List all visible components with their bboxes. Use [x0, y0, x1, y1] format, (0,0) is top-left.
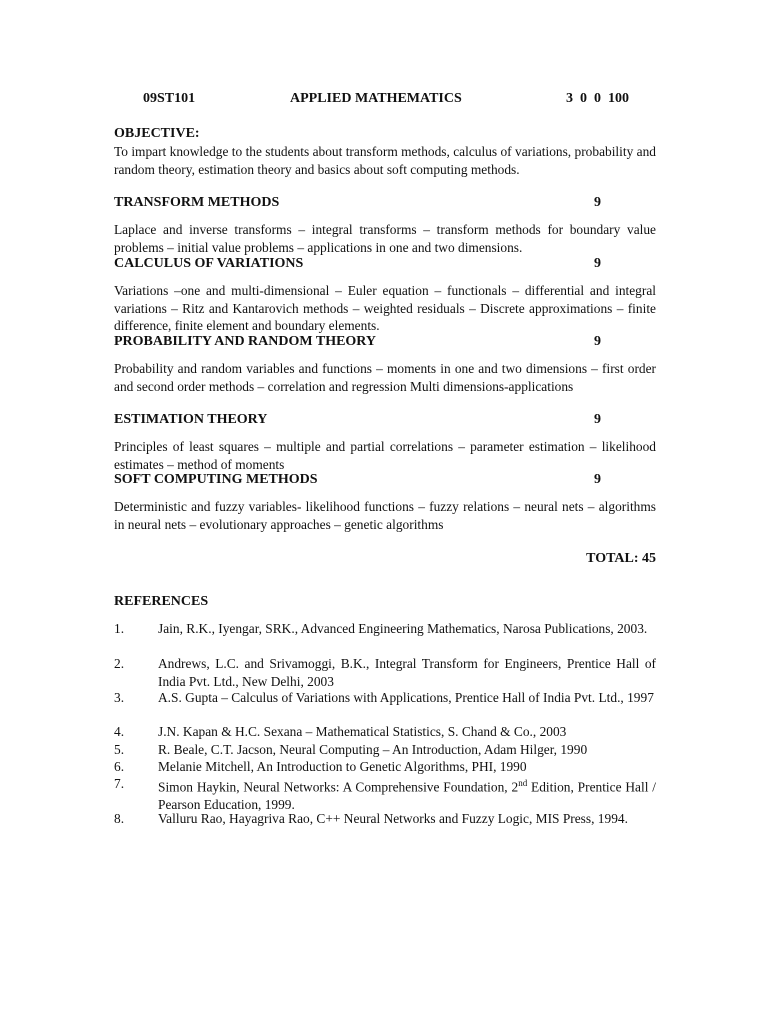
- section-title-transform-methods: TRANSFORM METHODS: [114, 195, 280, 210]
- section-hours: 9: [594, 412, 601, 427]
- reference-number: 8.: [114, 811, 125, 826]
- section-hours: 9: [594, 195, 601, 210]
- reference-number: 4.: [114, 724, 125, 739]
- course-credits: 3 0 0 100: [566, 91, 629, 106]
- section-hours: 9: [594, 334, 601, 349]
- section-hours: 9: [594, 256, 601, 271]
- reference-text: Simon Haykin, Neural Networks: A Comprehensive Foundation, 2nd Edition, Prentice Hall / Pearson Education, 1999.: [158, 778, 656, 812]
- reference-text: J.N. Kapan & H.C. Sexana – Mathematical Statistics, S. Chand & Co., 2003: [158, 724, 567, 739]
- section-text-probability: Probability and random variables and functions – moments in one and two dimensions – first order and second order methods – correlation and regression Multi dimensions-applications: [114, 361, 656, 394]
- reference-item: [114, 689, 656, 707]
- section-title-calculus-of-variations: CALCULUS OF VARIATIONS: [114, 256, 304, 271]
- reference-text: Andrews, L.C. and Srivamoggi, B.K., Integral Transform for Engineers, Prentice Hall of India Pvt. Ltd., New Delhi, 2003: [158, 656, 656, 689]
- reference-text: Melanie Mitchell, An Introduction to Genetic Algorithms, PHI, 1990: [158, 759, 527, 774]
- reference-item: [114, 810, 656, 828]
- reference-number: 5.: [114, 742, 125, 757]
- course-code: 09ST101: [143, 91, 196, 106]
- section-text-estimation-theory: Principles of least squares – multiple and partial correlations – parameter estimation – likelihood estimates – method of moments: [114, 439, 656, 472]
- references-heading: REFERENCES: [114, 594, 209, 609]
- section-hours: 9: [594, 472, 601, 487]
- reference-text: Jain, R.K., Iyengar, SRK., Advanced Engineering Mathematics, Narosa Publications, 2003.: [158, 621, 648, 636]
- reference-number: 1.: [114, 621, 125, 636]
- reference-number: 3.: [114, 690, 125, 705]
- objective-text: To impart knowledge to the students about transform methods, calculus of variations, probability and random theory, estimation theory and basics about soft computing methods.: [114, 144, 656, 177]
- reference-text: Valluru Rao, Hayagriva Rao, C++ Neural Networks and Fuzzy Logic, MIS Press, 1994.: [158, 811, 628, 826]
- reference-text: A.S. Gupta – Calculus of Variations with Applications, Prentice Hall of India Pvt. Ltd., 1997: [158, 690, 654, 705]
- section-title-estimation-theory: ESTIMATION THEORY: [114, 412, 268, 427]
- reference-item: [114, 741, 656, 759]
- reference-item: [114, 775, 656, 813]
- section-text-soft-computing: Deterministic and fuzzy variables- likelihood functions – fuzzy relations – neural nets – algorithms in neural nets – evolutionary approaches – genetic algorithms: [114, 499, 656, 532]
- total-hours: TOTAL: 45: [586, 551, 656, 566]
- reference-item: [114, 620, 656, 638]
- section-title-probability: PROBABILITY AND RANDOM THEORY: [114, 334, 377, 349]
- course-title: APPLIED MATHEMATICS: [290, 91, 462, 106]
- reference-number: 2.: [114, 656, 125, 671]
- objective-heading: OBJECTIVE:: [114, 126, 200, 141]
- reference-number: 6.: [114, 759, 125, 774]
- section-title-soft-computing: SOFT COMPUTING METHODS: [114, 472, 318, 487]
- section-text-transform-methods: Laplace and inverse transforms – integral transforms – transform methods for boundary value problems – initial value problems – applications in one and two dimensions.: [114, 222, 656, 255]
- reference-number: 7.: [114, 776, 125, 791]
- reference-text: R. Beale, C.T. Jacson, Neural Computing – An Introduction, Adam Hilger, 1990: [158, 742, 588, 757]
- section-text-calculus-of-variations: Variations –one and multi-dimensional – Euler equation – functionals – differential and integral variations – Ritz and Kantarovich methods – weighted residuals – Discrete approximations – finite difference, finite element and boundary elements.: [114, 283, 656, 333]
- reference-item: [114, 758, 656, 776]
- reference-item: [114, 723, 656, 741]
- reference-item: [114, 655, 656, 690]
